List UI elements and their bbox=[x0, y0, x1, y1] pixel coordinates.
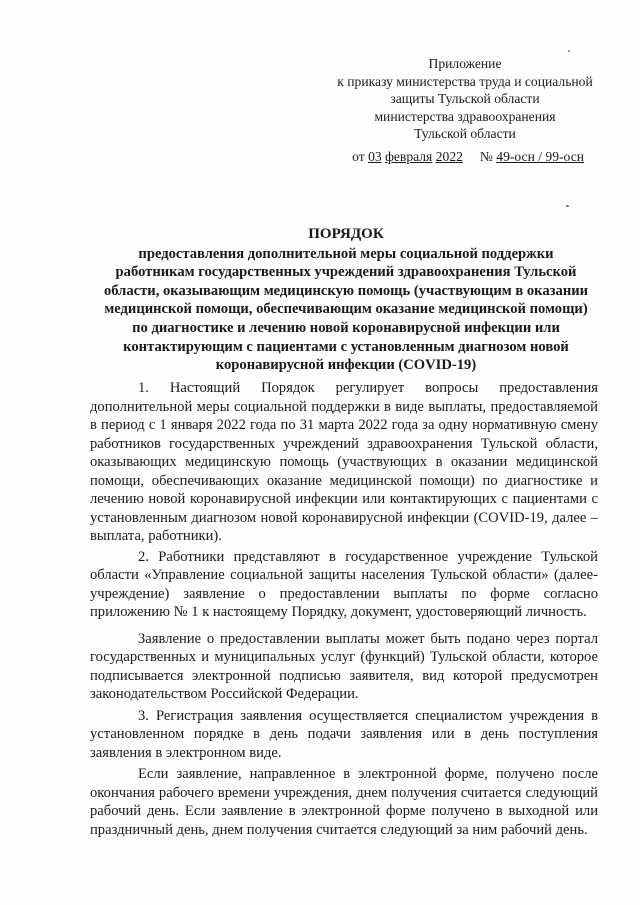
paragraph-2: 2. Работники представляют в государственное учреждение Тульской области «Управление социальной защиты населения Тульской области» (далее- учреждение) заявление о предоставлении выплаты по форме согласно приложению № 1 к настоящему Порядку, документ, удостоверяющий личность. bbox=[90, 548, 598, 620]
appendix-header bbox=[330, 55, 600, 143]
title-line: коронавирусной инфекции (COVID-19) bbox=[215, 357, 477, 374]
paragraph-2-continued: Заявление о предоставлении выплаты может быть подано через портал государственных и муниципальных услуг (функций) Тульской области, которое подписывается электронной подписью заявителя, вид которой предусмотрен законодательством Российской Федерации. bbox=[90, 630, 598, 702]
paragraph-3: 3. Регистрация заявления осуществляется специалистом учреждения в установленном порядке в день подачи заявления или в день поступления заявления в электронном виде. bbox=[90, 707, 598, 761]
title-line: работникам государственных учреждений здравоохранения Тульской bbox=[115, 264, 577, 281]
appendix-line: министерства здравоохранения bbox=[374, 108, 556, 124]
scan-speck bbox=[568, 50, 570, 52]
order-date-number bbox=[352, 148, 584, 165]
order-number: 49-осн / 99-осн bbox=[496, 149, 584, 164]
scan-speck bbox=[566, 205, 569, 207]
paragraph-1: 1. Настоящий Порядок регулирует вопросы предоставления дополнительной меры социальной поддержки в виде выплаты, предоставляемой в период с 1 января 2022 года по 31 марта 2022 года за одну нормативную смену работников государственных учреждений здравоохранения Тульской области, оказывающих медицинскую помощь (участвующих в оказании медицинской помощи, обеспечивающих оказание медицинской помощи) по диагностике и лечению новой коронавирусной инфекции или контактирующих с пациентами с установленным диагнозом новой коронавирусной инфекции (COVID-19, далее – выплата, работники). bbox=[90, 380, 598, 544]
document-title bbox=[90, 225, 602, 375]
title-heading: ПОРЯДОК bbox=[308, 226, 384, 242]
paragraph-3-continued: Если заявление, направленное в электронной форме, получено после окончания рабочего времени учреждения, днем получения считается следующий рабочий день. Если заявление в электронной форме получено в выходной или праздничный день, днем получения считается следующий за ним рабочий день. bbox=[90, 766, 598, 838]
appendix-line: защиты Тульской области bbox=[390, 91, 540, 106]
title-line: по диагностике и лечению новой коронавирусной инфекции или bbox=[132, 319, 560, 336]
appendix-line: Тульской области bbox=[414, 126, 516, 141]
title-line: предоставления дополнительной меры социальной поддержки bbox=[138, 245, 554, 262]
title-line: медицинской помощи, обеспечивающим оказание медицинской помощи) bbox=[104, 301, 588, 318]
order-from-prefix: от bbox=[352, 149, 365, 164]
title-line: области, оказывающим медицинскую помощь (участвующим в оказании bbox=[103, 282, 589, 299]
appendix-line: Приложение bbox=[428, 56, 502, 71]
appendix-line: к приказу министерства труда и социальной bbox=[337, 73, 593, 89]
order-day: 03 bbox=[368, 149, 382, 164]
order-year: 2022 bbox=[435, 149, 463, 164]
title-line: контактирующим с пациентами с установленным диагнозом новой bbox=[123, 338, 569, 355]
document-body bbox=[90, 379, 598, 841]
order-number-prefix: № bbox=[479, 149, 493, 164]
order-month: февраля bbox=[385, 149, 433, 164]
